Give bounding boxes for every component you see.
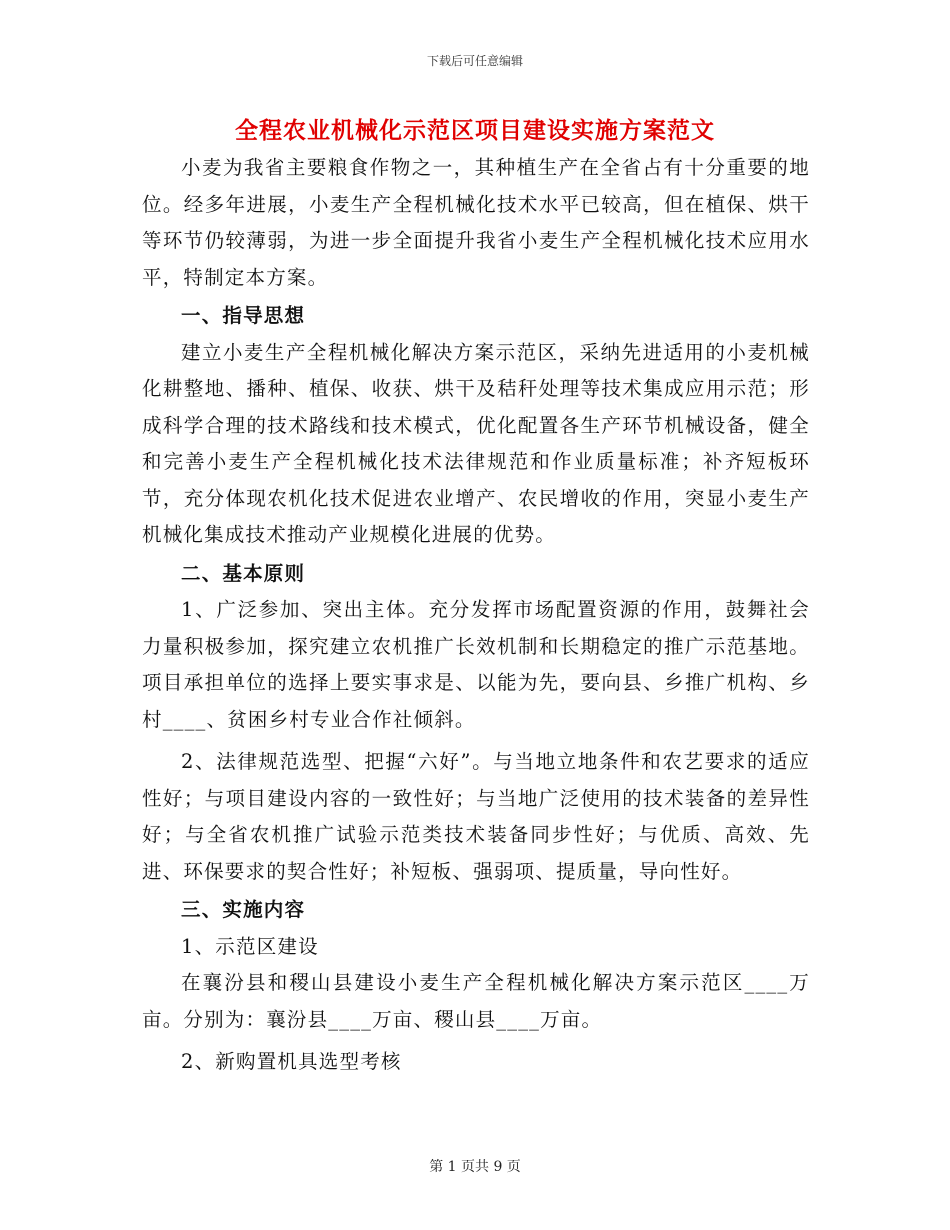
implementation-subheading-2: 2、新购置机具选型考核: [181, 1050, 402, 1073]
principle-2-paragraph: 2、法律规范选型、把握“六好”。与当地立地条件和农艺要求的适应性好；与项目建设内容的一致性好；与当地广泛使用的技术装备的差异性好；与全省农机推广试验示范类技术装备同步性好；与优质、高效、先进、环保要求的契合性好；补短板、强弱项、提质量，导向性好。: [142, 750, 810, 883]
section-heading-guiding-ideology: 一、指导思想: [181, 304, 306, 327]
section-heading-implementation: 三、实施内容: [181, 898, 306, 921]
intro-paragraph: 小麦为我省主要粮食作物之一，其种植生产在全省占有十分重要的地位。经多年进展，小麦生产全程机械化技术水平已较高，但在植保、烘干等环节仍较薄弱，为进一步全面提升我省小麦生产全程机械化技术应用水平，特制定本方案。: [142, 156, 810, 289]
principle-1-paragraph: 1、广泛参加、突出主体。充分发挥市场配置资源的作用，鼓舞社会力量积极参加，探究建立农机推广长效机制和长期稳定的推广示范基地。项目承担单位的选择上要实事求是、以能为先，要向县、乡推广机构、乡村____、贫困乡村专业合作社倾斜。: [142, 598, 810, 731]
implementation-subheading-1: 1、示范区建设: [181, 934, 319, 958]
document-body: [142, 150, 810, 1081]
page-footer: 第 1 页共 9 页: [429, 1159, 521, 1175]
guiding-ideology-paragraph: 建立小麦生产全程机械化解决方案示范区，采纳先进适用的小麦机械化耕整地、播种、植保、收获、烘干及秸秆处理等技术集成应用示范；形成科学合理的技术路线和技术模式，优化配置各生产环节机械设备，健全和完善小麦生产全程机械化技术法律规范和作业质量标准；补齐短板环节，充分体现农机化技术促进农业增产、农民增收的作用，突显小麦生产机械化集成技术推动产业规模化进展的优势。: [142, 340, 810, 546]
demo-zone-paragraph: 在襄汾县和稷山县建设小麦生产全程机械化解决方案示范区____万亩。分别为：襄汾县____万亩、稷山县____万亩。: [142, 971, 810, 1031]
document-title: 全程农业机械化示范区项目建设实施方案范文: [235, 117, 715, 144]
section-heading-basic-principles: 二、基本原则: [181, 561, 306, 585]
header-note: 下载后可任意编辑: [426, 54, 523, 68]
